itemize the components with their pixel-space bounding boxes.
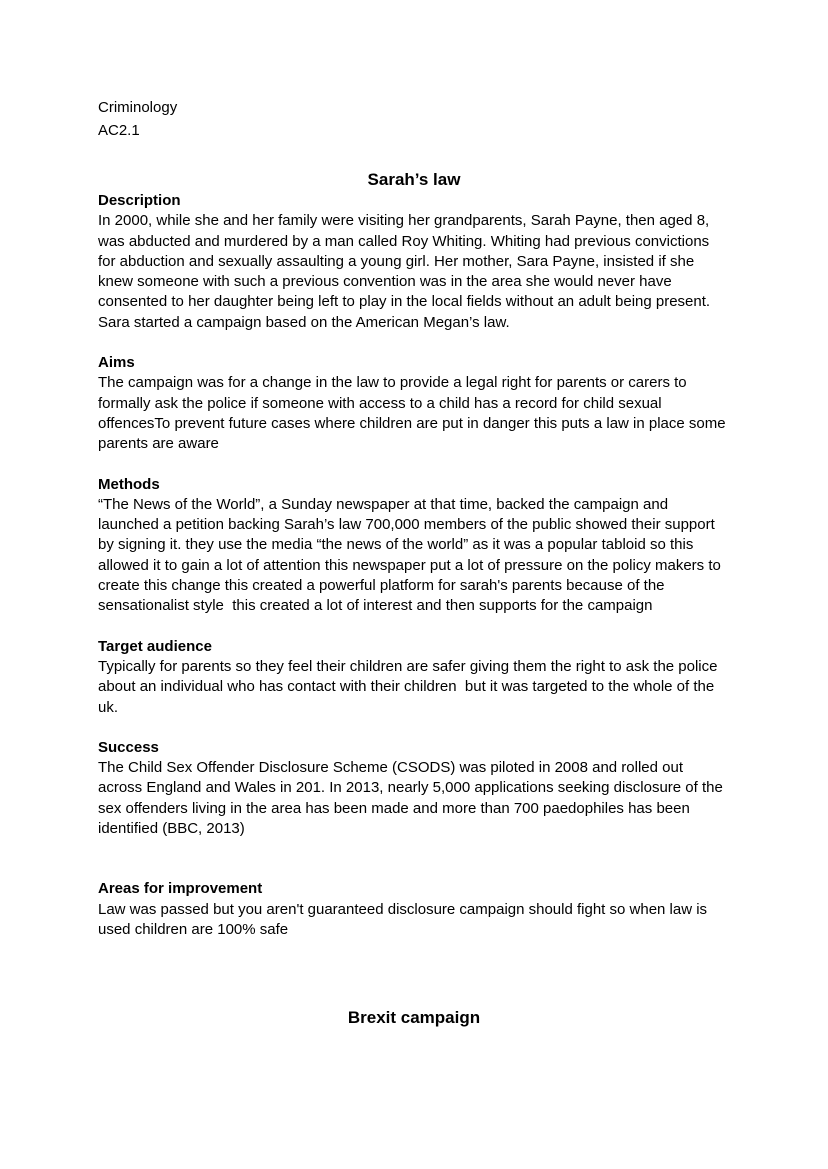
section-aims: [98, 353, 730, 454]
section-heading: Methods: [98, 475, 160, 493]
unit-code: AC2.1: [98, 122, 140, 139]
section-heading: Areas for improvement: [98, 880, 263, 898]
section-body: “The News of the World”, a Sunday newspaper at that time, backed the campaign and launched a petition backing Sarah’s law 700,000 members of the public showed their support by signing it. they use the media “the news of the world” as it was a popular tabloid so this allowed it to gain a lot of attention this newspaper put a lot of pressure on the policy makers to create this change this created a powerful platform for sarah's parents because of the sensationalist style this created a lot of interest and then supports for the campaign: [98, 495, 726, 615]
section-description: [98, 191, 730, 333]
section-body: The campaign was for a change in the law to provide a legal right for parents or carers to formally ask the police if someone with access to a child has a record for child sexual offencesTo prevent future cases where children are put in danger this puts a law in place some parents are aware: [98, 374, 730, 453]
section-body: In 2000, while she and her family were visiting her grandparents, Sarah Payne, then aged 8, was abducted and murdered by a man called Roy Whiting. Whiting had previous convictions for abduction and sexually assaulting a young girl. Her mother, Sara Payne, insisted if she knew someone with such a previous convention was in the area she would never have consented to her daughter being left to play in the local fields without an adult being present. Sara started a campaign based on the American Megan’s law.: [98, 212, 715, 331]
document-title: Sarah’s law: [367, 170, 461, 189]
document-meta: [98, 96, 730, 142]
section-heading: Aims: [98, 354, 135, 372]
section-heading: Success: [98, 738, 159, 756]
section-body: Law was passed but you aren't guaranteed disclosure campaign should fight so when law is used children are 100% safe: [98, 900, 712, 938]
next-document-title: Brexit campaign: [347, 1008, 481, 1028]
section-success: [98, 738, 730, 839]
section-body: The Child Sex Offender Disclosure Scheme (CSODS) was piloted in 2008 and rolled out across England and Wales in 201. In 2013, nearly 5,000 applications seeking disclosure of the sex offenders living in the area has been made and more than 700 paedophiles has been identified (BBC, 2013): [98, 759, 728, 838]
section-body: Typically for parents so they feel their children are safer giving them the right to ask the police about an individual who has contact with their children but it was targeted to the whole of the uk.: [98, 657, 722, 716]
section-areas-for-improvement: [98, 879, 730, 940]
section-methods: [98, 475, 730, 617]
section-target-audience: [98, 637, 730, 718]
section-heading: Description: [98, 192, 181, 209]
course-title: Criminology: [98, 99, 178, 116]
section-heading: Target audience: [98, 637, 212, 655]
